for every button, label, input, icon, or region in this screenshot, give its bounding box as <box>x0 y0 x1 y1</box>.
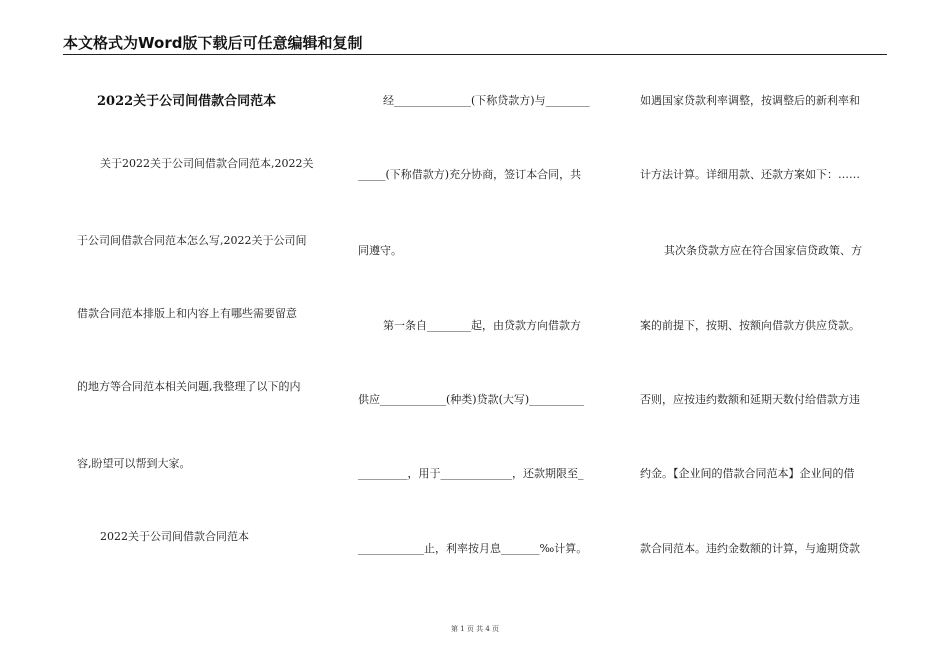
page-number: 第 1 页 共 4 页 <box>450 625 500 633</box>
section-heading: 2022关于公司间借款合同范本 <box>100 530 249 543</box>
paragraph-line: 否则，应按违约数额和延期天数付给借款方违 <box>640 393 860 406</box>
paragraph-line: _____(下称借款方)充分协商，签订本合同，共 <box>358 168 582 181</box>
document-header: 本文格式为Word版下载后可任意编辑和复制 <box>63 34 363 52</box>
paragraph-line: _________，用于_____________，还款期限至_ <box>358 467 584 480</box>
paragraph-line: 供应____________(种类)贷款(大写)__________ <box>358 393 585 406</box>
header-divider <box>63 54 887 55</box>
paragraph-line: 经______________(下称贷款方)与________ <box>383 94 590 107</box>
paragraph-line: ____________止，利率按月息_______‰计算。 <box>358 542 588 555</box>
paragraph-line: 的地方等合同范本相关问题,我整理了以下的内 <box>77 380 301 393</box>
paragraph-line: 第一条自________起，由贷款方向借款方 <box>383 319 581 332</box>
paragraph-line: 案的前提下，按期、按额向借款方供应贷款。 <box>640 319 860 332</box>
paragraph-line: 款合同范本。违约金数额的计算，与逾期贷款 <box>640 542 860 555</box>
paragraph-line: 借款合同范本排版上和内容上有哪些需要留意 <box>77 307 297 320</box>
paragraph-line: 其次条贷款方应在符合国家信贷政策、方 <box>664 244 862 257</box>
paragraph-line: 容,盼望可以帮到大家。 <box>77 457 191 470</box>
paragraph-line: 约金。【企业间的借款合同范本】企业间的借 <box>640 467 855 480</box>
paragraph-line: 关于2022关于公司间借款合同范本,2022关 <box>100 157 314 170</box>
paragraph-line: 计方法计算。详细用款、还款方案如下：…… <box>640 168 860 181</box>
paragraph-line: 如遇国家贷款利率调整，按调整后的新利率和 <box>640 94 860 107</box>
paragraph-line: 于公司间借款合同范本怎么写,2022关于公司间 <box>77 234 307 247</box>
paragraph-line: 同遵守。 <box>358 244 402 257</box>
document-title: 2022关于公司间借款合同范本 <box>97 94 277 109</box>
